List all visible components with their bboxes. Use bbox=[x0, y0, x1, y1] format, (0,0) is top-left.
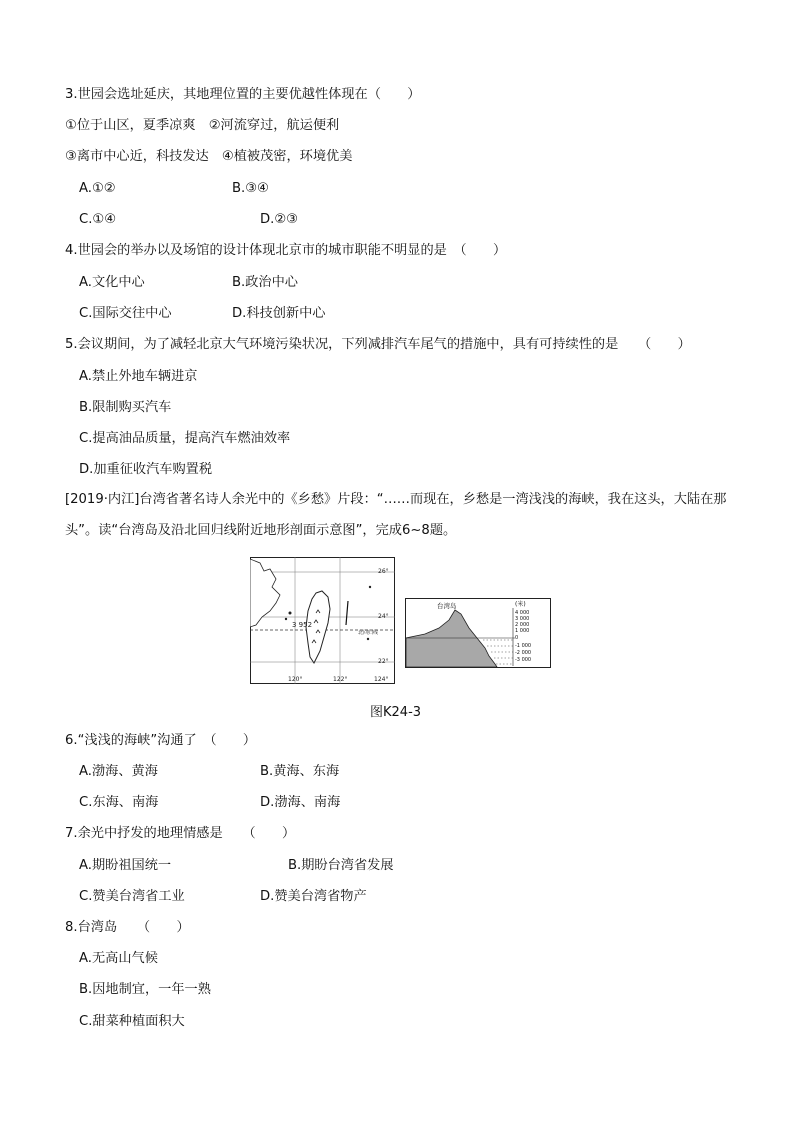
q6-option-d: D.渤海、南海 bbox=[260, 795, 341, 810]
q3-option-c: C.①④ bbox=[79, 212, 117, 227]
q5-option-c: C.提高油品质量，提高汽车燃油效率 bbox=[79, 431, 291, 446]
figure-caption: 图K24-3 bbox=[370, 705, 422, 720]
lat-label-26: 26° bbox=[378, 568, 389, 575]
taiwan-map bbox=[250, 557, 395, 684]
unit-label: (米) bbox=[515, 601, 526, 608]
elev-tick: -2 000 bbox=[515, 650, 532, 656]
q4-stem: 4.世园会的举办以及场馆的设计体现北京市的城市职能不明显的是 （ ） bbox=[65, 243, 507, 258]
q6-option-c: C.东海、南海 bbox=[79, 795, 159, 810]
q5-stem: 5.会议期间，为了减轻北京大气环境污染状况，下列减排汽车尾气的措施中，具有可持续性的是 （ ） bbox=[65, 337, 691, 352]
q4-option-d: D.科技创新中心 bbox=[232, 306, 326, 321]
tropic-label: 北回归线 bbox=[358, 630, 379, 636]
q7-stem: 7.余光中抒发的地理情感是 （ ） bbox=[65, 826, 296, 841]
lon-label-120: 120° bbox=[288, 676, 303, 683]
intro-paragraph: [2019·内江]台湾省著名诗人余光中的《乡愁》片段：“……而现在，乡愁是一湾浅浅的海峡，我在这头，大陆在那头”。读“台湾岛及沿北回归线附近地形剖面示意图”，完成6~8题。 bbox=[65, 492, 727, 538]
q3-option-a: A.①② bbox=[79, 181, 116, 196]
elev-tick: 1 000 bbox=[515, 628, 530, 634]
q8-option-c: C.甜菜种植面积大 bbox=[79, 1014, 185, 1029]
island-label: 台湾岛 bbox=[437, 602, 457, 610]
q6-option-a: A.渤海、黄海 bbox=[79, 764, 158, 779]
island-dot bbox=[367, 638, 369, 640]
q4-option-c: C.国际交往中心 bbox=[79, 306, 172, 321]
q8-stem: 8.台湾岛 （ ） bbox=[65, 920, 190, 935]
q6-option-b: B.黄海、东海 bbox=[260, 764, 340, 779]
lon-label-124: 124° bbox=[374, 676, 389, 683]
elev-tick: 2 000 bbox=[515, 622, 530, 628]
lon-label-122: 122° bbox=[333, 676, 348, 683]
peak-label: 3 952 bbox=[292, 621, 313, 629]
q4-option-a: A.文化中心 bbox=[79, 275, 145, 290]
q8-option-b: B.因地制宜，一年一熟 bbox=[79, 982, 211, 997]
island-dot bbox=[285, 618, 287, 620]
q8-option-a: A.无高山气候 bbox=[79, 951, 158, 966]
lat-label-24: 24° bbox=[378, 613, 389, 620]
q3-statement-2: ③离市中心近，科技发达 ④植被茂密，环境优美 bbox=[65, 149, 353, 164]
q7-option-c: C.赞美台湾省工业 bbox=[79, 889, 185, 904]
island-dot bbox=[289, 612, 292, 615]
q6-stem: 6.“浅浅的海峡”沟通了 （ ） bbox=[65, 733, 257, 748]
q7-option-d: D.赞美台湾省物产 bbox=[260, 889, 367, 904]
elev-tick: 3 000 bbox=[515, 616, 530, 622]
q5-option-a: A.禁止外地车辆进京 bbox=[79, 369, 198, 384]
q3-statement-1: ①位于山区，夏季凉爽 ②河流穿过，航运便利 bbox=[65, 118, 340, 133]
q7-option-a: A.期盼祖国统一 bbox=[79, 858, 172, 873]
q3-option-b: B.③④ bbox=[232, 181, 269, 196]
elev-tick: -3 000 bbox=[515, 657, 532, 663]
q4-option-b: B.政治中心 bbox=[232, 275, 298, 290]
q3-stem: 3.世园会选址延庆，其地理位置的主要优越性体现在（ ） bbox=[65, 87, 421, 102]
terrain-profile bbox=[405, 598, 551, 668]
lat-label-22: 22° bbox=[378, 658, 389, 665]
elev-tick: -1 000 bbox=[515, 643, 532, 649]
elev-tick: 4 000 bbox=[515, 610, 530, 616]
q5-option-d: D.加重征收汽车购置税 bbox=[79, 462, 213, 477]
q3-option-d: D.②③ bbox=[260, 212, 298, 227]
elev-tick: 0 bbox=[515, 635, 519, 641]
q7-option-b: B.期盼台湾省发展 bbox=[288, 858, 394, 873]
q5-option-b: B.限制购买汽车 bbox=[79, 400, 172, 415]
island-dot bbox=[369, 586, 371, 588]
